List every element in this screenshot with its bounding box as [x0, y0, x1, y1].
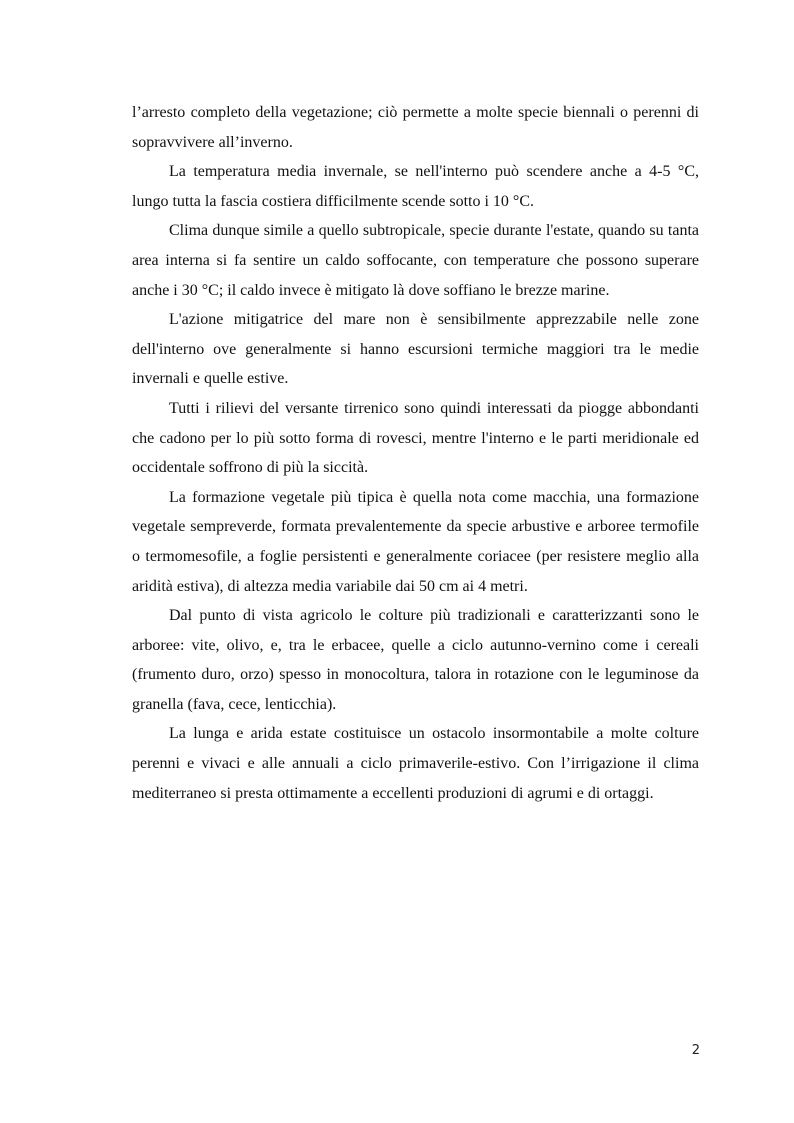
- body-text: [132, 98, 699, 808]
- paragraph: La lunga e arida estate costituisce un ostacolo insormontabile a molte colture perenni e vivaci e alle annuali a ciclo primaverile-estivo. Con l’irrigazione il clima mediterraneo si presta ottimamente a eccellenti produzioni di agrumi e di ortaggi.: [132, 725, 699, 802]
- page-number: 2: [691, 1043, 700, 1058]
- paragraph-continuation: l’arresto completo della vegetazione; ciò permette a molte specie biennali o perenni di sopravvivere all’inverno.: [132, 104, 699, 151]
- paragraph: Dal punto di vista agricolo le colture più tradizionali e caratterizzanti sono le arboree: vite, olivo, e, tra le erbacee, quelle a ciclo autunno-vernino come i cereali (frumento duro, orzo) spesso in monocoltura, talora in rotazione con le leguminose da granella (fava, cece, lenticchia).: [132, 607, 699, 713]
- paragraph: L'azione mitigatrice del mare non è sensibilmente apprezzabile nelle zone dell'interno ove generalmente si hanno escursioni termiche maggiori tra le medie invernali e quelle estive.: [132, 311, 699, 388]
- paragraph: Clima dunque simile a quello subtropicale, specie durante l'estate, quando su tanta area interna si fa sentire un caldo soffocante, con temperature che possono superare anche i 30 °C; il caldo invece è mitigato là dove soffiano le brezze marine.: [132, 222, 699, 299]
- paragraph: La formazione vegetale più tipica è quella nota come macchia, una formazione vegetale sempreverde, formata prevalentemente da specie arbustive e arboree termofile o termomesofile, a foglie persistenti e generalmente coriacee (per resistere meglio alla aridità estiva), di altezza media variabile dai 50 cm ai 4 metri.: [132, 488, 699, 595]
- paragraph: Tutti i rilievi del versante tirrenico sono quindi interessati da piogge abbondanti che cadono per lo più sotto forma di rovesci, mentre l'interno e le parti meridionale ed occidentale soffrono di più la siccità.: [132, 399, 699, 477]
- paragraph: La temperatura media invernale, se nell'interno può scendere anche a 4-5 °C, lungo tutta la fascia costiera difficilmente scende sotto i 10 °C.: [132, 163, 699, 210]
